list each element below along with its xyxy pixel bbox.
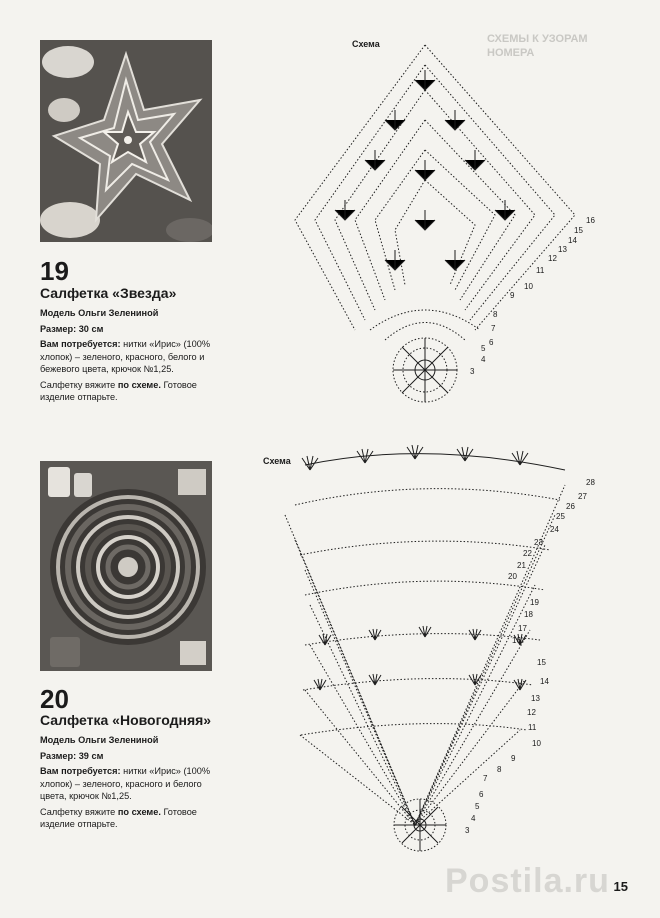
row-number: 7 (483, 774, 488, 783)
instructions-suffix: Готовое изделие отпарьте. (40, 806, 197, 829)
row-number: 4 (481, 355, 486, 364)
row-number: 23 (534, 538, 543, 547)
instructions-line (40, 379, 215, 404)
materials-label: Вам потребуется: (40, 339, 121, 349)
row-number: 6 (479, 790, 484, 799)
row-number: 25 (556, 512, 565, 521)
row-number: 9 (510, 291, 515, 300)
row-number: 20 (508, 572, 517, 581)
bleed-line-1: СХЕМЫ К УЗОРАМ (487, 33, 588, 45)
row-number: 13 (531, 694, 540, 703)
model-line: Модель Ольги Зелениной (40, 308, 159, 318)
row-number: 28 (586, 478, 595, 487)
schema-label-20: Схема (263, 456, 291, 466)
item-meta-19 (40, 307, 215, 404)
instructions-suffix: Готовое изделие отпарьте. (40, 379, 197, 402)
materials-line (40, 338, 215, 376)
round-crochet-chart (265, 445, 595, 865)
size-line: Размер: 39 см (40, 750, 104, 761)
row-number: 27 (578, 492, 587, 501)
row-number: 18 (524, 610, 533, 619)
row-number: 8 (493, 310, 498, 319)
materials-text: нитки «Ирис» (100% хлопок) – зеленого, красного и белого цвета, крючок №1,25. (40, 766, 211, 801)
row-number: 8 (497, 765, 502, 774)
row-number: 19 (530, 598, 539, 607)
item-title-19: Салфетка «Звезда» (40, 285, 177, 301)
row-number: 15 (537, 658, 546, 667)
row-number: 3 (470, 367, 475, 376)
row-number: 14 (540, 677, 549, 686)
row-number: 14 (568, 236, 577, 245)
bleed-line-2: НОМЕРА (487, 47, 535, 59)
instructions-prefix: Салфетку вяжите (40, 806, 118, 817)
row-number: 16 (512, 636, 521, 645)
row-number: 24 (550, 525, 559, 534)
instructions-bold: по схеме. (117, 806, 161, 817)
instructions-line (40, 806, 215, 831)
schema-label-19: Схема (352, 39, 380, 49)
row-number: 13 (558, 245, 567, 254)
materials-line (40, 765, 215, 803)
row-number: 11 (528, 723, 537, 732)
row-number: 4 (471, 814, 476, 823)
materials-text: нитки «Ирис» (100% хлопок) – зеленого, красного, белого и бежевого цвета, крючок №1,25. (40, 339, 211, 374)
row-number: 15 (574, 226, 583, 235)
page-number: 15 (613, 879, 628, 894)
row-number: 5 (481, 344, 486, 353)
row-number: 16 (586, 216, 595, 225)
row-number: 22 (523, 549, 532, 558)
round-doily-photo (40, 461, 212, 671)
star-doily-photo (40, 40, 212, 242)
item-number-19: 19 (40, 256, 69, 286)
instructions-bold: по схеме. (117, 379, 161, 390)
materials-label: Вам потребуется: (40, 766, 121, 776)
instructions-prefix: Салфетку вяжите (40, 379, 118, 390)
item-title-20: Салфетка «Новогодняя» (40, 712, 212, 728)
row-number: 6 (489, 338, 494, 347)
row-number: 10 (524, 282, 533, 291)
row-number: 10 (532, 739, 541, 748)
watermark: Postila.ru (445, 862, 610, 900)
row-number: 21 (517, 561, 526, 570)
row-number: 7 (491, 324, 496, 333)
size-line: Размер: 30 см (40, 323, 104, 334)
row-number: 12 (548, 254, 557, 263)
item-meta-20 (40, 734, 215, 831)
row-number: 26 (566, 502, 575, 511)
row-number: 3 (465, 826, 470, 835)
model-line: Модель Ольги Зелениной (40, 735, 159, 745)
star-crochet-chart (275, 40, 605, 410)
row-number: 17 (518, 624, 527, 633)
row-number: 5 (475, 802, 480, 811)
row-number: 11 (536, 266, 545, 275)
row-number: 12 (527, 708, 536, 717)
row-number: 9 (511, 754, 516, 763)
item-number-20: 20 (40, 684, 69, 714)
